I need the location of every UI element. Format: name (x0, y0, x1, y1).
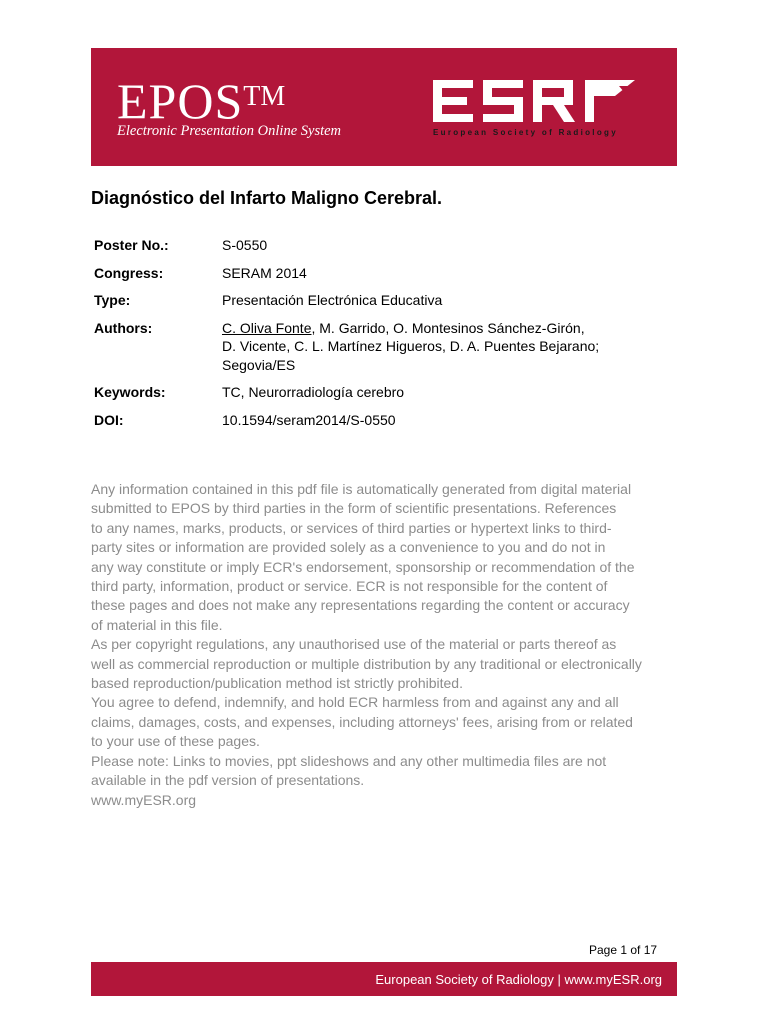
authors-line1-rest: , M. Garrido, O. Montesinos Sánchez-Girón, (311, 319, 585, 336)
authors-row (91, 319, 599, 384)
doi-row (91, 411, 599, 439)
doi-label: DOI: (94, 411, 124, 428)
type-row (91, 291, 599, 319)
type-label: Type: (94, 292, 131, 308)
epos-logo-title: EPOS™ (117, 73, 286, 129)
trademark-mark: TM (243, 81, 286, 112)
disclaimer-line: well as commercial reproduction or multiple distribution by any traditional or electronically (91, 655, 642, 672)
keywords-value: TC, Neurorradiología cerebro (222, 384, 405, 400)
poster-number-label: Poster No.: (94, 237, 169, 253)
congress-row (91, 264, 599, 292)
disclaimer-line: Please note: Links to movies, ppt slideshows and any other multimedia files are not (91, 752, 607, 769)
website-link[interactable]: www.myESR.org (91, 791, 197, 808)
page-number: Page 1 of 17 (589, 943, 658, 957)
disclaimer-line: to any names, marks, products, or services of third parties or hypertext links to third- (91, 519, 612, 536)
authors-label: Authors: (94, 319, 153, 336)
epos-header-banner (91, 48, 677, 166)
disclaimer-line: to your use of these pages. (91, 733, 260, 750)
first-author-link[interactable]: C. Oliva Fonte (222, 319, 312, 336)
authors-value (222, 319, 599, 384)
poster-metadata-table (91, 236, 599, 438)
keywords-label: Keywords: (94, 384, 166, 400)
disclaimer-line: based reproduction/publication method ist strictly prohibited. (91, 675, 463, 692)
keywords-row (91, 383, 599, 411)
disclaimer-line: As per copyright regulations, any unauthorised use of the material or parts thereof as (91, 636, 617, 653)
disclaimer-line: submitted to EPOS by third parties in the form of scientific presentations. References (91, 500, 617, 517)
authors-line2: D. Vicente, C. L. Martínez Higueros, D. A. Puentes Bejarano; (222, 338, 600, 354)
disclaimer-line: party sites or information are provided solely as a convenience to you and do not in (91, 539, 606, 556)
disclaimer-line: of material in this file. (91, 616, 223, 633)
disclaimer-line: any way constitute or imply ECR's endorsement, sponsorship or recommendation of the (91, 558, 635, 575)
poster-number-value: S-0550 (222, 237, 268, 253)
disclaimer-line: claims, damages, costs, and expenses, including attorneys' fees, arising from or related (91, 713, 633, 730)
congress-label: Congress: (94, 264, 164, 281)
footer-text: European Society of Radiology | www.myESR.org (375, 972, 662, 987)
epos-subtitle: Electronic Presentation Online System (117, 123, 342, 139)
poster-number-row (91, 236, 599, 264)
authors-line3: Segovia/ES (222, 356, 296, 373)
disclaimer-line: third party, information, product or service. ECR is not responsible for the content of (91, 578, 608, 595)
disclaimer-line: Any information contained in this pdf file is automatically generated from digital material (91, 481, 632, 497)
disclaimer-line: these pages and does not make any representations regarding the content or accuracy (91, 597, 630, 614)
disclaimer-text (91, 480, 677, 810)
footer-banner (91, 962, 677, 996)
type-value: Presentación Electrónica Educativa (222, 292, 443, 308)
document-title: Diagnóstico del Infarto Maligno Cerebral. (91, 188, 443, 208)
congress-value: SERAM 2014 (222, 264, 307, 281)
disclaimer-line: You agree to defend, indemnify, and hold ECR harmless from and against any and all (91, 694, 619, 711)
doi-value: 10.1594/seram2014/S-0550 (222, 411, 396, 428)
esr-logo-tagline: European Society of Radiology (433, 128, 618, 137)
esr-logo (433, 76, 635, 128)
disclaimer-line: available in the pdf version of presentations. (91, 772, 365, 789)
